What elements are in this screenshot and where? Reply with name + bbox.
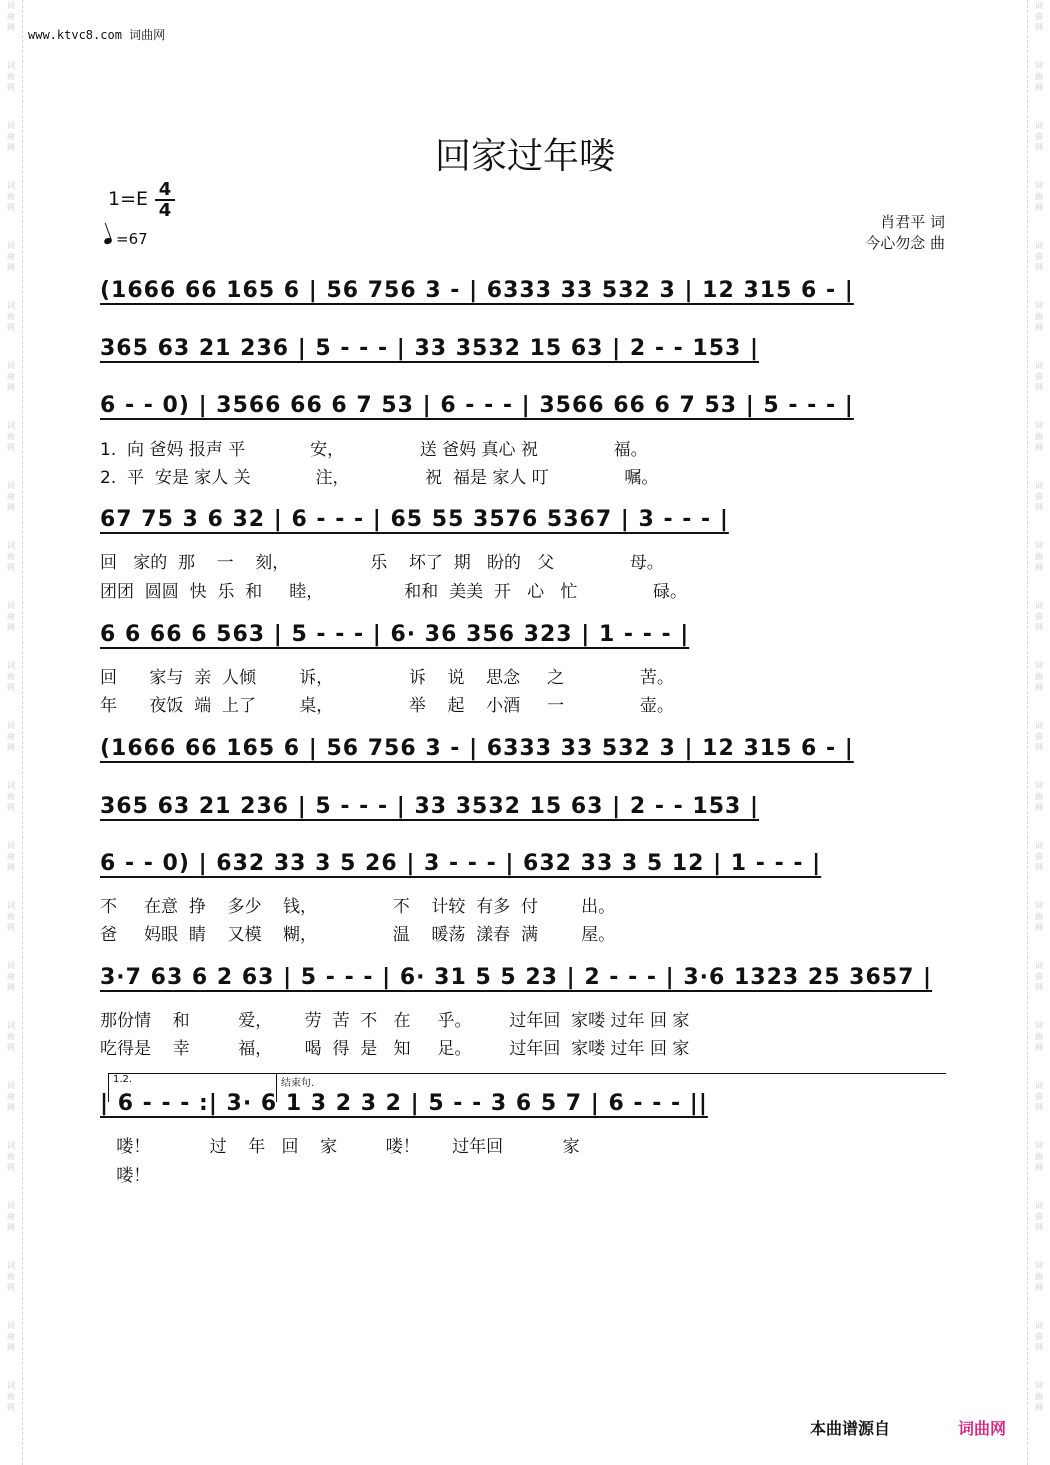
watermark: 词 曲 网 (1035, 301, 1043, 332)
lyric-line: 2. 平 安是 家人 关 注， 祝 福是 家人 叮 嘱。 (100, 468, 659, 488)
credits (865, 212, 945, 254)
watermark: 词 曲 网 (1035, 481, 1043, 512)
quarter-note-icon (103, 237, 113, 245)
watermark: 词 曲 网 (7, 241, 15, 272)
watermark: 词 曲 网 (7, 961, 15, 992)
watermark: 词 曲 网 (7, 301, 15, 332)
volta-brackets (108, 1073, 946, 1090)
site-url[interactable]: www.ktvc8.com 词曲网 (28, 28, 166, 42)
watermark: 词 曲 网 (7, 781, 15, 812)
lyric-line: 喽！ (100, 1166, 151, 1186)
watermark-column-right (1027, 0, 1050, 1465)
watermark: 词 曲 网 (7, 841, 15, 872)
watermark: 词 曲 网 (7, 481, 15, 512)
watermark: 词 曲 网 (7, 61, 15, 92)
watermark: 词 曲 网 (1035, 61, 1043, 92)
watermark: 词 曲 网 (1035, 961, 1043, 992)
key-signature: 1=E (108, 188, 149, 210)
music-line-3: 6 - - 0) | 3566 66 6 7 53 | 6 - - - | 3566 66 6 7 53 | 5 - - - | (100, 393, 854, 418)
time-signature-top: 4 (158, 179, 172, 200)
source-label: 本曲谱源自 (810, 1419, 891, 1438)
lyric-line: 那份情 和 爱， 劳 苦 不 在 乎。 过年回 家喽 过年 回 家 (100, 1011, 690, 1031)
tempo-value: =67 (116, 230, 148, 248)
watermark: 词 曲 网 (7, 1381, 15, 1412)
lyric-line: 不 在意 挣 多少 钱， 不 计较 有多 付 出。 (100, 897, 616, 917)
watermark: 词 曲 网 (7, 661, 15, 692)
watermark: 词 曲 网 (7, 721, 15, 752)
music-line-10: | 6 - - - :| 3· 6 1 3 2 3 2 | 5 - - 3 6 5 7 | 6 - - - || (100, 1091, 708, 1116)
watermark: 词 曲 网 (1035, 781, 1043, 812)
composer: 今心勿念 曲 (865, 234, 945, 252)
lyric-line: 爸 妈眼 睛 又模 糊， 温 暖荡 漾春 满 屋。 (100, 925, 616, 945)
music-line-1: (1666 66 165 6 | 56 756 3 - | 6333 33 532 3 | 12 315 6 - | (100, 278, 854, 303)
watermark: 词 曲 网 (1035, 1201, 1043, 1232)
music-line-6: (1666 66 165 6 | 56 756 3 - | 6333 33 532 3 | 12 315 6 - | (100, 736, 854, 761)
watermark: 词 曲 网 (7, 421, 15, 452)
watermark: 词 曲 网 (7, 121, 15, 152)
watermark: 词 曲 网 (7, 901, 15, 932)
watermark: 词 曲 网 (1035, 1261, 1043, 1292)
watermark: 词 曲 网 (1035, 661, 1043, 692)
watermark: 词 曲 网 (7, 181, 15, 212)
watermark: 词 曲 网 (7, 1081, 15, 1112)
first-ending-label: 1.2. (108, 1074, 132, 1102)
watermark: 词 曲 网 (7, 1021, 15, 1052)
watermark: 词 曲 网 (1035, 1321, 1043, 1352)
watermark: 词 曲 网 (1035, 721, 1043, 752)
watermark: 词 曲 网 (7, 601, 15, 632)
watermark: 词 曲 网 (1035, 1081, 1043, 1112)
lyric-line: 年 夜饭 端 上了 桌， 举 起 小酒 一 壶。 (100, 696, 674, 716)
watermark: 词 曲 网 (1035, 1141, 1043, 1172)
lyric-line: 回 家的 那 一 刻， 乐 坏了 期 盼的 父 母。 (100, 553, 664, 573)
watermark: 词 曲 网 (1035, 421, 1043, 452)
watermark-column-left (0, 0, 23, 1465)
watermark: 词 曲 网 (1035, 121, 1043, 152)
lyric-line: 团团 圆圆 快 乐 和 睦， 和和 美美 开 心 忙 碌。 (100, 582, 687, 602)
watermark: 词 曲 网 (1035, 1021, 1043, 1052)
watermark: 词 曲 网 (7, 1201, 15, 1232)
time-signature-bottom: 4 (155, 199, 175, 220)
watermark: 词 曲 网 (7, 1261, 15, 1292)
watermark: 词 曲 网 (7, 1, 15, 32)
second-ending-label: 结束句. (276, 1074, 314, 1102)
watermark: 词 曲 网 (1035, 541, 1043, 572)
music-line-4: 67 75 3 6 32 | 6 - - - | 65 55 3576 5367 | 3 - - - | (100, 507, 729, 532)
watermark: 词 曲 网 (1035, 241, 1043, 272)
watermark: 词 曲 网 (7, 1321, 15, 1352)
watermark: 词 曲 网 (1035, 361, 1043, 392)
lyric-line: 1. 向 爸妈 报声 平 安， 送 爸妈 真心 祝 福。 (100, 440, 648, 460)
music-line-5: 6 6 66 6 563 | 5 - - - | 6· 36 356 323 | 1 - - - | (100, 622, 690, 647)
music-line-2: 365 63 21 236 | 5 - - - | 33 3532 15 63 | 2 - - 153 | (100, 336, 760, 361)
watermark: 词 曲 网 (1035, 1, 1043, 32)
tempo-marking (104, 230, 148, 248)
lyric-line: 喽！ 过 年 回 家 喽！ 过年回 家 (100, 1137, 580, 1157)
lyricist: 肖君平 词 (880, 213, 945, 231)
watermark: 词 曲 网 (1035, 841, 1043, 872)
lyric-line: 吃得是 幸 福， 喝 得 是 知 足。 过年回 家喽 过年 回 家 (100, 1039, 690, 1059)
page-title: 回家过年喽 (434, 136, 615, 177)
watermark: 词 曲 网 (1035, 601, 1043, 632)
watermark: 词 曲 网 (1035, 901, 1043, 932)
lyric-line: 回 家与 亲 人倾 诉， 诉 说 思念 之 苦。 (100, 668, 674, 688)
music-line-9: 3·7 63 6 2 63 | 5 - - - | 6· 31 5 5 23 | 2 - - - | 3·6 1323 25 3657 | (100, 965, 933, 990)
watermark: 词 曲 网 (7, 1141, 15, 1172)
music-line-8: 6 - - 0) | 632 33 3 5 26 | 3 - - - | 632 33 3 5 12 | 1 - - - | (100, 851, 822, 876)
watermark: 词 曲 网 (7, 541, 15, 572)
brand-logo[interactable]: 词曲网 (958, 1419, 1007, 1438)
music-line-7: 365 63 21 236 | 5 - - - | 33 3532 15 63 | 2 - - 153 | (100, 794, 760, 819)
watermark: 词 曲 网 (1035, 181, 1043, 212)
watermark: 词 曲 网 (1035, 1381, 1043, 1412)
time-signature (155, 180, 175, 220)
watermark: 词 曲 网 (7, 361, 15, 392)
